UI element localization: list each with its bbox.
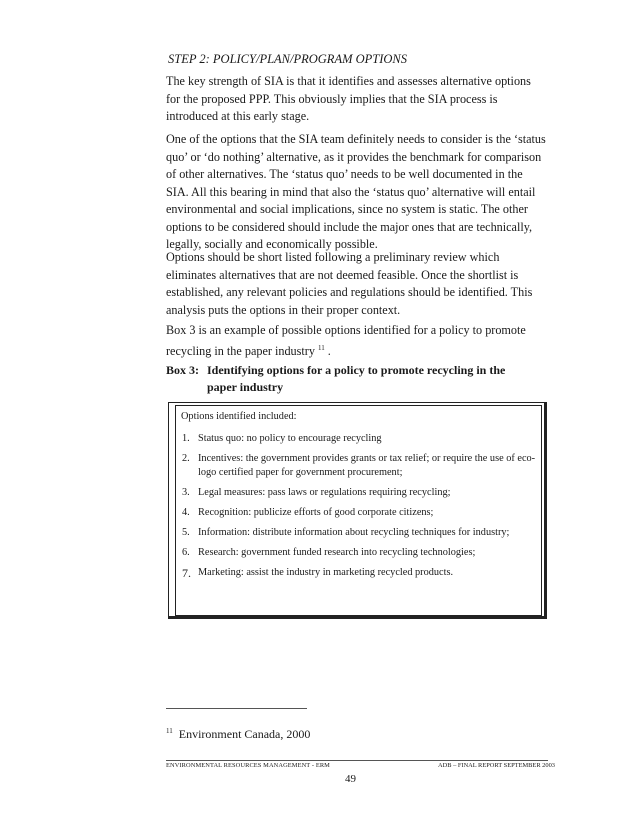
- option-item: [180, 432, 540, 446]
- footer-right: ADB – FINAL REPORT SEPTEMBER 2003: [438, 762, 555, 769]
- paragraph-2: One of the options that the SIA team definitely needs to consider is the ‘status quo’ or ‘do nothing’ alternative, as it provides the benchmark for comparison of other alternatives. The ‘status quo’ needs to be well documented in the SIA. All this bearing in mind that also the ‘status quo’ alternative will entail environmental and social implications, since no system is static. The other options to be considered should include the major ones that are technically, legally, socially and economically possible.: [166, 132, 546, 251]
- paragraph-1: The key strength of SIA is that it identifies and assesses alternative options for the proposed PPP. This obviously implies that the SIA process is introduced at this early stage.: [166, 74, 531, 123]
- option-number: 1.: [182, 433, 190, 444]
- section-heading: STEP 2: POLICY/PLAN/PROGRAM OPTIONS: [168, 52, 408, 66]
- option-item: [180, 506, 540, 520]
- option-number: 5.: [182, 527, 190, 538]
- option-text: Status quo: no policy to encourage recycling: [198, 433, 382, 444]
- footnote-divider: [166, 708, 307, 709]
- paragraph-4-text: Box 3 is an example of possible options identified for a policy to promote recycling in the paper industry: [166, 323, 526, 358]
- option-item: [180, 526, 540, 540]
- option-text: Research: government funded research into recycling technologies;: [198, 547, 476, 558]
- option-item: [180, 486, 540, 500]
- option-number: 7.: [182, 566, 191, 580]
- paragraph-4: [166, 322, 546, 360]
- footnote-reference[interactable]: 11: [317, 343, 325, 352]
- box-content: [180, 410, 540, 586]
- option-text: Incentives: the government provides grants or tax relief; or require the use of eco-logo certified paper for government procurement;: [198, 453, 536, 478]
- option-number: 3.: [182, 487, 190, 498]
- page-number: 49: [345, 773, 356, 785]
- footnote: [166, 727, 310, 742]
- option-item: [180, 546, 540, 560]
- option-number: 6.: [182, 547, 190, 558]
- footnote-text: Environment Canada, 2000: [178, 727, 311, 741]
- box-intro: Options identified included:: [181, 411, 297, 422]
- footnote-mark: 11: [166, 727, 173, 735]
- option-number: 4.: [182, 507, 190, 518]
- option-item: [180, 452, 540, 480]
- option-text: Marketing: assist the industry in marketing recycled products.: [198, 567, 454, 578]
- box-label: Box 3:: [166, 363, 199, 377]
- paragraph-4-end: .: [324, 343, 331, 358]
- paragraph-3: Options should be short listed following a preliminary review which eliminates alternatives that are not deemed feasible. Once the shortlist is established, any relevant policies and regulations should be identified. This analysis puts the options in their proper context.: [166, 250, 533, 317]
- option-item: [180, 566, 540, 580]
- footer-left: ENVIRONMENTAL RESOURCES MANAGEMENT - ERM: [166, 762, 330, 769]
- box-title: Identifying options for a policy to promote recycling in the paper industry: [207, 363, 506, 394]
- option-text: Recognition: publicize efforts of good corporate citizens;: [198, 507, 434, 518]
- option-text: Legal measures: pass laws or regulations requiring recycling;: [198, 487, 451, 498]
- footer-divider: [166, 760, 548, 761]
- option-text: Information: distribute information about recycling techniques for industry;: [198, 527, 510, 538]
- option-number: 2.: [182, 453, 190, 464]
